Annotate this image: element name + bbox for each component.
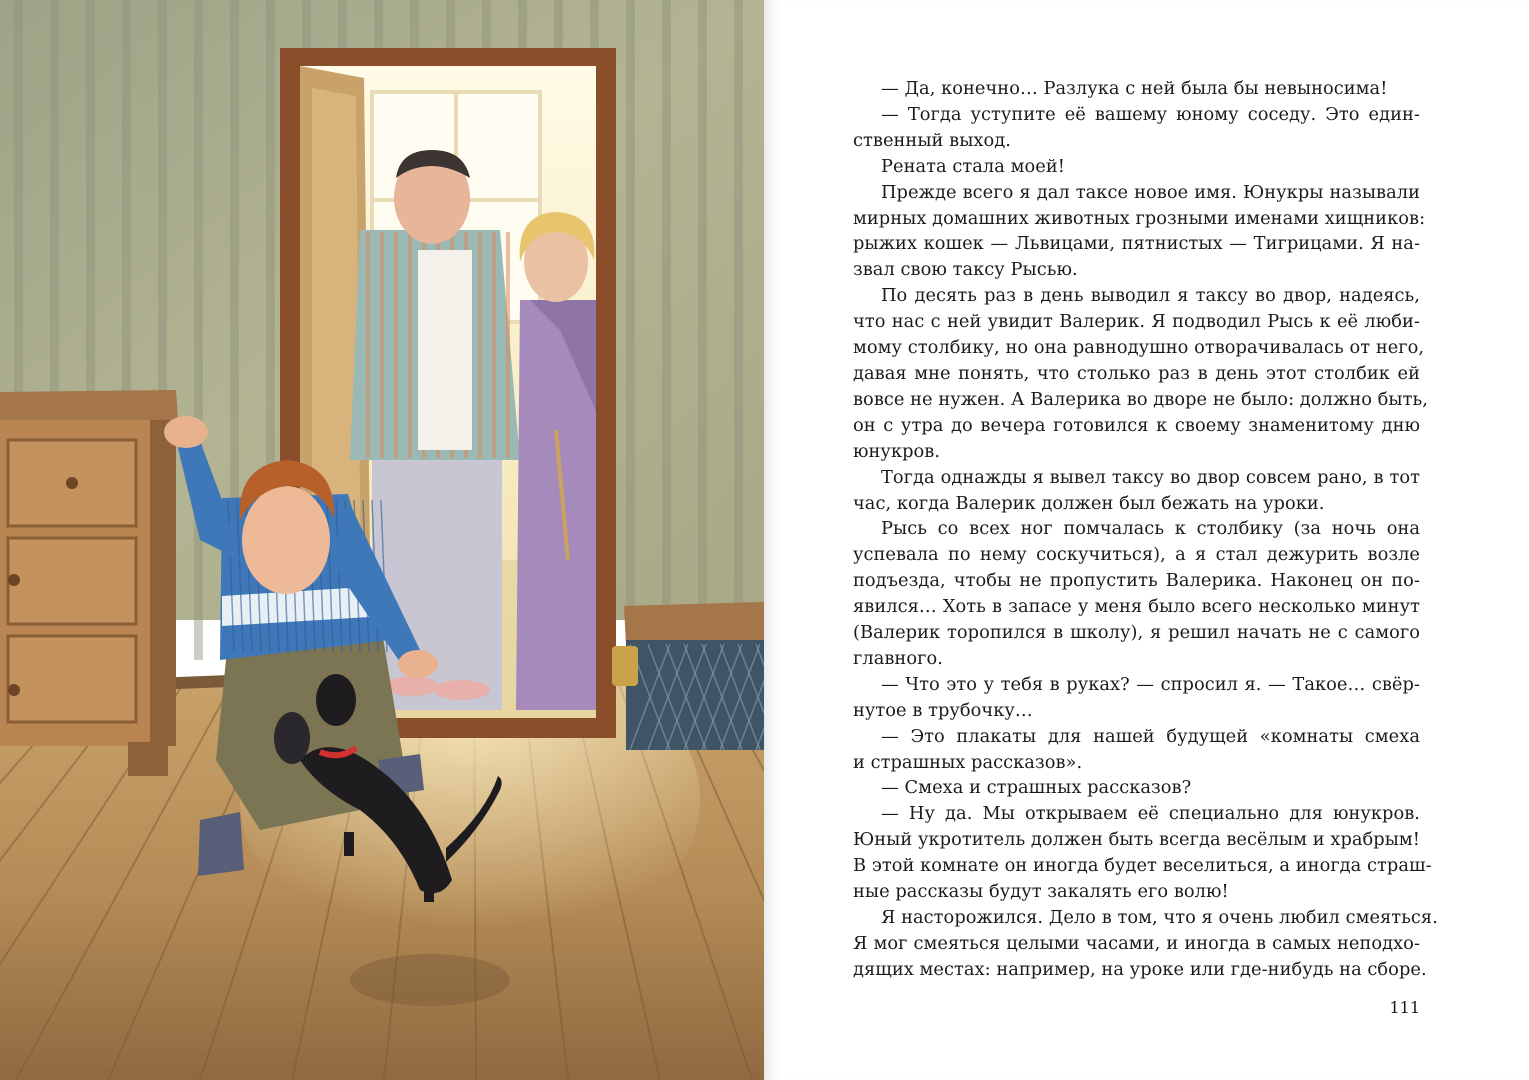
dog-head — [316, 674, 356, 726]
man-undershirt — [418, 250, 472, 450]
boy-shoe — [198, 812, 244, 876]
text-line: что нас с ней увидит Валерик. Я подводил Рысь к её люби- — [853, 311, 1420, 333]
text-line: главного. — [853, 647, 943, 669]
text-line: Рысь со всех ног помчалась к столбику (за ночь она — [881, 518, 1420, 540]
paragraph — [853, 724, 1420, 776]
dog-ear — [274, 712, 310, 764]
paragraph — [853, 102, 1420, 154]
paragraph — [853, 76, 1420, 102]
wall-stripe — [194, 0, 203, 660]
text-page — [764, 0, 1529, 1080]
paragraph — [853, 465, 1420, 517]
text-line: юнукров. — [853, 440, 941, 462]
text-line: Я насторожился. Дело в том, что я очень любил смеяться. — [881, 907, 1438, 928]
text-line: час, когда Валерик должен был бежать на уроки. — [853, 492, 1325, 514]
chest — [612, 602, 764, 750]
text-line: подъезда, чтобы не пропустить Валерика. Наконец он по- — [853, 570, 1420, 592]
dog-shadow — [350, 954, 510, 1006]
text-line: — Что это у тебя в руках? — спросил я. — Такое… свёр- — [881, 673, 1420, 695]
page-number: 111 — [1389, 998, 1420, 1017]
text-line: мому столбику, но она равнодушно отворачивалась от него, — [853, 337, 1425, 359]
wall-stripe — [626, 0, 635, 660]
text-line: ственный выход. — [853, 129, 1011, 151]
boy-head — [242, 486, 330, 594]
text-line: ные рассказы будут закалять его волю! — [853, 881, 1229, 903]
dresser — [0, 390, 178, 776]
chest-lid — [624, 602, 764, 644]
paragraph — [853, 283, 1428, 464]
text-line: — Это плакаты для нашей будущей «комнаты смеха — [881, 725, 1420, 747]
paragraph — [853, 672, 1420, 724]
dresser-drawer — [8, 636, 136, 722]
text-line: дящих местах: например, на уроке или где-нибудь на сборе. — [853, 958, 1427, 980]
wall-stripe — [662, 0, 671, 660]
text-line: Я мог смеяться целыми часами, и иногда в самых неподхо- — [853, 932, 1420, 954]
wall-stripe — [698, 0, 707, 660]
dresser-drawer — [8, 538, 136, 624]
boy-hand — [398, 650, 438, 678]
text-line: — Ну да. Мы открываем её специально для юнукров. — [881, 803, 1420, 825]
text-line: вовсе не нужен. А Валерика во дворе не было: должно быть, — [853, 388, 1428, 410]
text-line: — Тогда уступите её вашему юному соседу. Это един- — [881, 103, 1420, 125]
text-line: звал свою таксу Рысью. — [853, 259, 1078, 281]
paragraph — [853, 905, 1438, 983]
text-line: Юный укротитель должен быть всегда весёлым и храбрым! — [853, 829, 1420, 851]
text-line: Прежде всего я дал таксе новое имя. Юнукры называли — [881, 181, 1420, 203]
text-line: явился… Хоть в запасе у меня было всего несколько минут — [853, 596, 1420, 618]
text-column — [853, 76, 1438, 983]
text-line: Тогда однажды я вывел таксу во двор совсем рано, в тот — [881, 466, 1420, 488]
text-line: рыжих кошек — Львицами, пятнистых — Тигрицами. Я на- — [853, 233, 1420, 255]
paragraph — [853, 180, 1426, 284]
text-line: — Смеха и страшных рассказов? — [881, 777, 1192, 799]
text-line: Рената стала моей! — [881, 155, 1065, 177]
text-line: (Валерик торопился в школу), я решил начать не с самого — [853, 622, 1420, 644]
illustration-page — [0, 0, 764, 1080]
text-line: давая мне понять, что столько раз в день этот столбик ей — [853, 362, 1420, 384]
paragraph — [853, 775, 1420, 801]
paragraph — [853, 516, 1420, 671]
text-line: По десять раз в день выводил я таксу во двор, надеясь, — [881, 285, 1420, 307]
paragraph — [853, 154, 1420, 180]
paragraph — [853, 801, 1432, 905]
text-line: он с утра до вечера готовился к своему знаменитому дню — [853, 414, 1420, 436]
boy-hand — [164, 416, 208, 448]
text-line: В этой комнате он иногда будет веселиться, а иногда страш- — [853, 855, 1432, 877]
dresser-top — [0, 390, 178, 424]
text-line: — Да, конечно… Разлука с ней была бы невыносима! — [881, 78, 1388, 99]
text-line: нутое в трубочку… — [853, 699, 1033, 721]
illustration — [0, 0, 764, 1080]
wall-stripe — [734, 0, 743, 660]
text-line: и страшных рассказов». — [853, 751, 1083, 773]
text-line: мирных домашних животных грозными именами хищников: — [853, 207, 1426, 229]
text-line: успевала по нему соскучиться), а я стал дежурить возле — [853, 544, 1420, 566]
